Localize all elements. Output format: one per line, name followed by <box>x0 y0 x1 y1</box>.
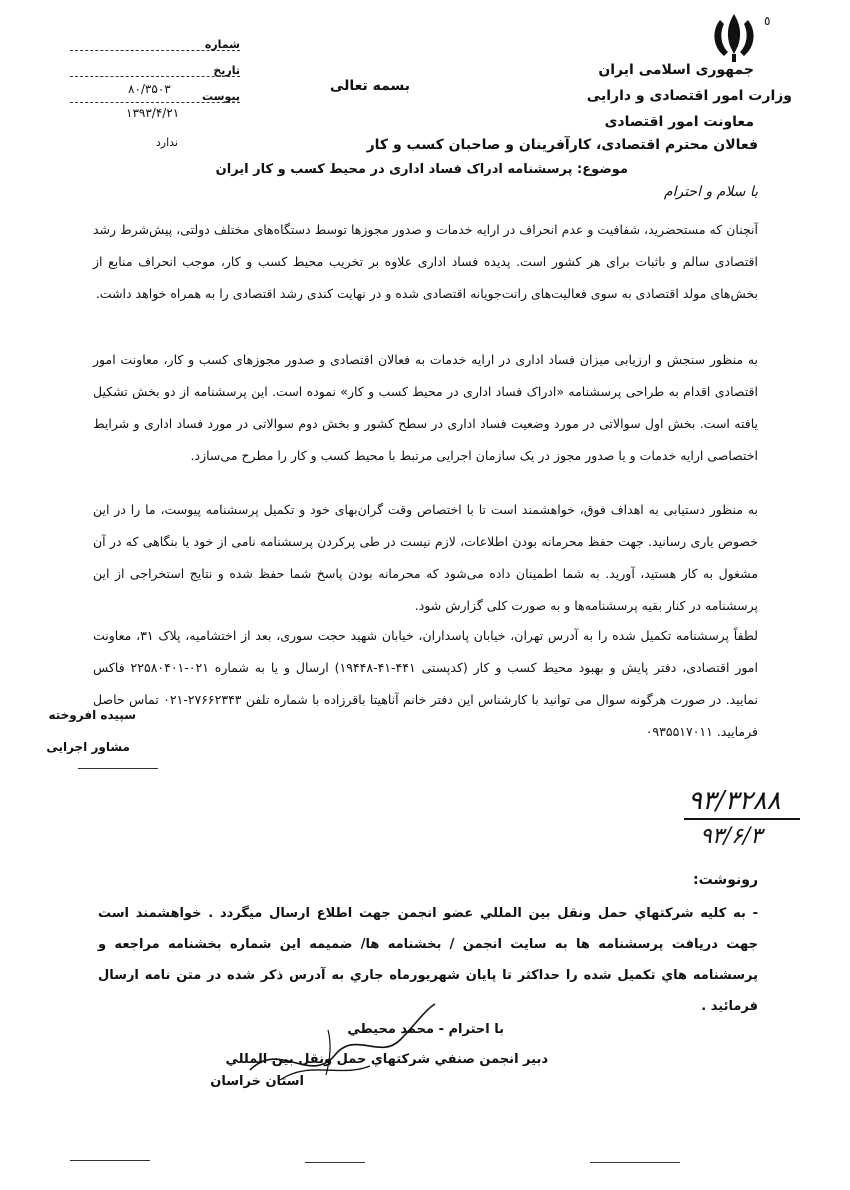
paragraph-2: به منظور سنجش و ارزیابی میزان فساد اداری در ارایه خدمات به فعالان اقتصادی و صدور مجوزهای کسب و کار، معاونت امور اقتصادی اقدام به طراحی پرسشنامه «ادراک فساد اداری در محیط کسب و کار» نموده است. این پرسشنامه از دو بخش تشکیل یافته است. بخش اول سوالاتی در مورد وضعیت فساد اداری در سطح کشور و بخش دوم سوالاتی در مورد فساد اداری و شرایط اختصاصی ارایه خدمات و یا صدور مجوز در یک سازمان اجرایی مرتبط با محیط کسب و کار را مطرح می‌سازد. <box>93 352 758 463</box>
department-name: معاونت امور اقتصادی <box>604 114 754 130</box>
paragraph-3: به منظور دستیابی به اهداف فوق، خواهشمند است تا با اختصاص وقت گران‌بهای خود و تکمیل پرسشنامه پیوست، ما را در این خصوص یاری رسانید. جهت حفظ محرمانه بودن اطلاعات، لازم نیست در طی پرکردن پرسشنامه نامی از خود یا بنگاهی که در آن مشغول به کار هستید، آورید. به شما اطمینان داده می‌شود که محرمانه بودن پاسخ شما حفظ شده و نتایج استخراجی از این پرسشنامه در کنار بقیه پرسشنامه‌ها و به صورت کلی گزارش شود. <box>93 502 758 613</box>
signer-title: مشاور اجرایی <box>46 740 130 754</box>
bismillah: بسمه تعالی <box>329 78 410 94</box>
number-value: ۸۰/۳۵۰۳ <box>128 82 171 96</box>
greeting: با سلام و احترام <box>663 184 758 200</box>
attachment-label: پیوست <box>202 90 240 103</box>
iran-emblem-icon <box>706 10 762 64</box>
paragraph-4: لطفاً پرسشنامه تکمیل شده را به آدرس تهران، خیابان پاسداران، خیابان شهید حجت سوری، بعد از اختشامیه، پلاک ۳۱، معاونت امور اقتصادی، دفتر پایش و بهبود محیط کسب و کار (کدپستی ۴۴۱-۴۱-۱۹۴۴۸) ارسال و یا به شماره ۰۲۱-۲۲۵۸۰۴۰۱ فاکس نمایید. در صورت هرگونه سوال می توانید با کارشناس این دفتر خانم آناهیتا باقرزاده با شماره تلفن ۲۷۶۶۲۳۴۳-۰۲۱ تماس حاصل فرمایید. ۰۹۳۵۵۱۷۰۱۱ <box>93 628 758 739</box>
footer-line-mid <box>305 1162 365 1163</box>
reg-divider <box>684 818 800 820</box>
transcript-label: رونوشت: <box>693 872 758 888</box>
country-name: جمهوری اسلامی ایران <box>598 62 754 78</box>
number-line <box>70 50 240 51</box>
signer-line <box>78 768 158 769</box>
transcript-body: - به کلیه شرکتهاي حمل ونقل بین المللي عضو انجمن جهت اطلاع ارسال میگردد . خواهشمند است جهت دریافت پرسشنامه ها به سایت انجمن / بخشنامه ها/ ضمیمه این شماره بخشنامه مراجعه و پرسشنامه هاي تکمیل شده را حداکثر تا پایان شهریورماه جاري به آدرس ذکر شده در متن نامه ارسال فرمائید . <box>98 906 758 1014</box>
date-value: ۱۳۹۳/۴/۲۱ <box>126 106 180 120</box>
footer-line-right <box>590 1162 680 1163</box>
footer-line-left <box>70 1160 150 1161</box>
handwritten-reg-date: ۹۳/۶/۳ <box>700 824 763 849</box>
paragraph-1: آنچنان که مستحضرید، شفافیت و عدم انحراف در ارایه خدمات و صدور مجوزها توسط دستگاه‌های مختلف دولتی، پیش‌شرط رشد اقتصادی سالم و باثبات برای هر کشور است. پدیده فساد اداری علاوه بر تخریب محیط کسب و کار، موجب انحراف منابع از بخش‌های مولد اقتصادی به سوی فعالیت‌های رانت‌جویانه اقتصادی شده و در نهایت کندی رشد اقتصادی را به همراه خواهد داشت. <box>93 222 758 301</box>
org-line-1: دبیر انجمن صنفي شرکتهاي حمل ونقل بین المللي <box>225 1052 548 1067</box>
date-line <box>70 76 240 77</box>
number-label: شماره <box>204 38 240 51</box>
page-marker: ٥ <box>764 14 771 28</box>
date-label: تاریخ <box>213 64 240 77</box>
closing-line: با احترام - محمد محیطي <box>347 1022 504 1037</box>
org-line-2: استان خراسان <box>210 1074 304 1089</box>
ministry-name: وزارت امور اقتصادی و دارایی <box>586 88 792 104</box>
signature-scribble <box>240 1000 440 1090</box>
subject: موضوع: پرسشنامه ادراک فساد اداری در محیط کسب و کار ایران <box>215 162 628 177</box>
handwritten-reg-number: ۹۳/۳۲۸۸ <box>688 786 781 816</box>
attachment-value: ندارد <box>155 136 178 149</box>
signer-name: سپیده افروخته <box>48 708 136 722</box>
attachment-line <box>70 102 240 103</box>
addressee: فعالان محترم اقتصادی، کارآفرینان و صاحبان کسب و کار <box>366 137 758 153</box>
